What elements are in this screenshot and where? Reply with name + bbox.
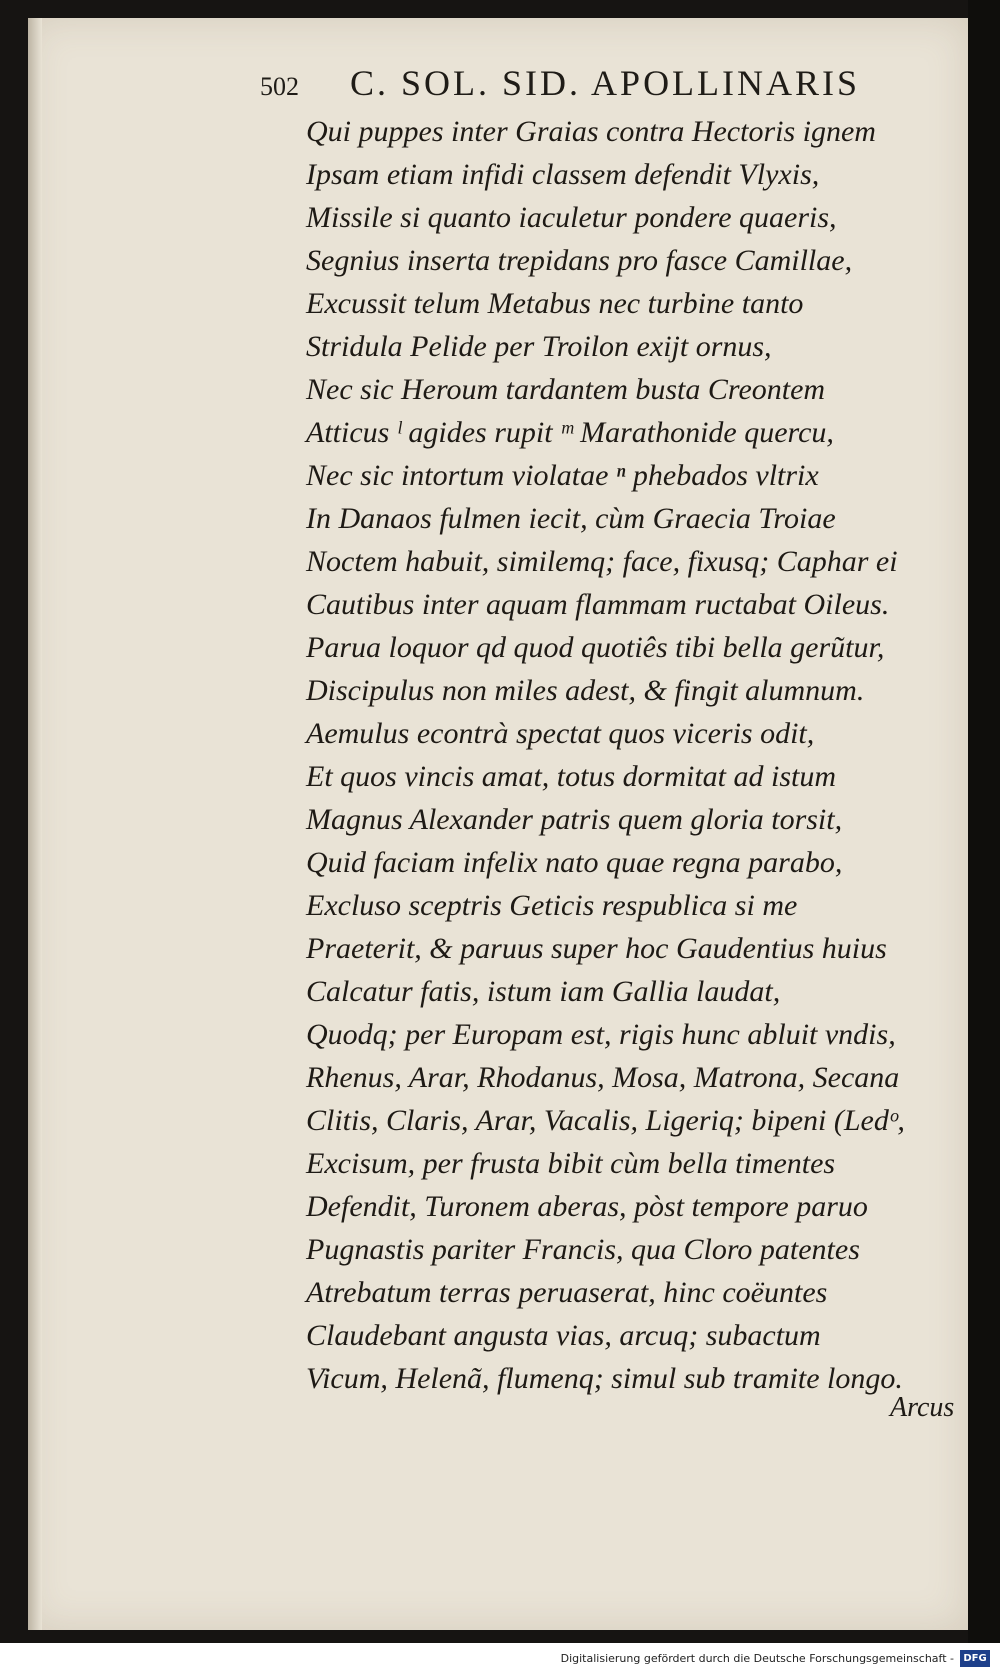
- verse-line: Parua loquor qd quod quotiês tibi bella gerũtur,: [306, 631, 885, 664]
- verse-line: Quodq; per Europam est, rigis hunc abluit vndis,: [306, 1018, 896, 1051]
- verse-line: Aemulus econtrà spectat quos viceris odit,: [306, 717, 815, 750]
- verse-line: Defendit, Turonem aberas, pòst tempore paruo: [306, 1190, 868, 1223]
- verse-line: Clitis, Claris, Arar, Vacalis, Ligeriq; bipeni (Ledᵒ,: [306, 1104, 905, 1137]
- running-head: C. SOL. SID. APOLLINARIS: [350, 63, 861, 103]
- page-number: 502: [260, 72, 299, 101]
- verse-line: Magnus Alexander patris quem gloria torsit,: [306, 803, 843, 836]
- verse-line: Stridula Pelide per Troilon exijt ornus,: [306, 330, 772, 363]
- verse-line: Segnius inserta trepidans pro fasce Camillae,: [306, 244, 853, 277]
- verse-line: In Danaos fulmen iecit, cùm Graecia Troiae: [306, 502, 836, 535]
- verse-line: Excisum, per frusta bibit cùm bella timentes: [306, 1147, 836, 1180]
- funding-credit: Digitalisierung gefördert durch die Deutsche Forschungsgemeinschaft -: [560, 1652, 954, 1665]
- verse-line: Ipsam etiam infidi classem defendit Vlyxis,: [306, 158, 820, 191]
- verse-line: Excussit telum Metabus nec turbine tanto: [306, 287, 804, 320]
- verse-line: Quid faciam infelix nato quae regna parabo,: [306, 846, 843, 879]
- verse-line: Nec sic Heroum tardantem busta Creontem: [306, 373, 826, 406]
- verse-line: Claudebant angusta vias, arcuq; subactum: [306, 1319, 821, 1352]
- verse-list: [306, 110, 986, 1400]
- verse-line: Vicum, Helenã, flumenq; simul sub tramite longo.: [306, 1362, 903, 1395]
- page-header: [250, 58, 940, 108]
- verse-line: Pugnastis pariter Francis, qua Cloro patentes: [306, 1233, 860, 1266]
- verse-line: Excluso sceptris Geticis respublica si me: [306, 889, 798, 922]
- verse-line: Atticus ˡ agides rupit ᵐ Marathonide quercu,: [306, 416, 834, 449]
- verse-line: Rhenus, Arar, Rhodanus, Mosa, Matrona, Secana: [306, 1061, 900, 1094]
- verse-line: Atrebatum terras peruaserat, hinc coëuntes: [306, 1276, 828, 1309]
- verse-line: Praeterit, & paruus super hoc Gaudentius huius: [306, 932, 887, 965]
- catchword: Arcus: [890, 1392, 955, 1423]
- page-gutter-shadow: [28, 18, 42, 1630]
- dfg-logo-icon: DFG: [960, 1650, 990, 1667]
- verse-line: Calcatur fatis, istum iam Gallia laudat,: [306, 975, 781, 1008]
- verse-line: Missile si quanto iaculetur pondere quaeris,: [306, 201, 837, 234]
- verse-line: Nec sic intortum violatae ⁿ phebados vltrix: [306, 459, 819, 492]
- footer-bar: [0, 1643, 1000, 1676]
- verse-line: Noctem habuit, similemq; face, fixusq; Caphar ei: [306, 545, 898, 578]
- verse-line: Cautibus inter aquam flammam ructabat Oileus.: [306, 588, 890, 621]
- verse-line: Qui puppes inter Graias contra Hectoris ignem: [306, 115, 876, 148]
- verse-line: Discipulus non miles adest, & fingit alumnum.: [306, 674, 865, 707]
- verse-line: Et quos vincis amat, totus dormitat ad istum: [306, 760, 837, 793]
